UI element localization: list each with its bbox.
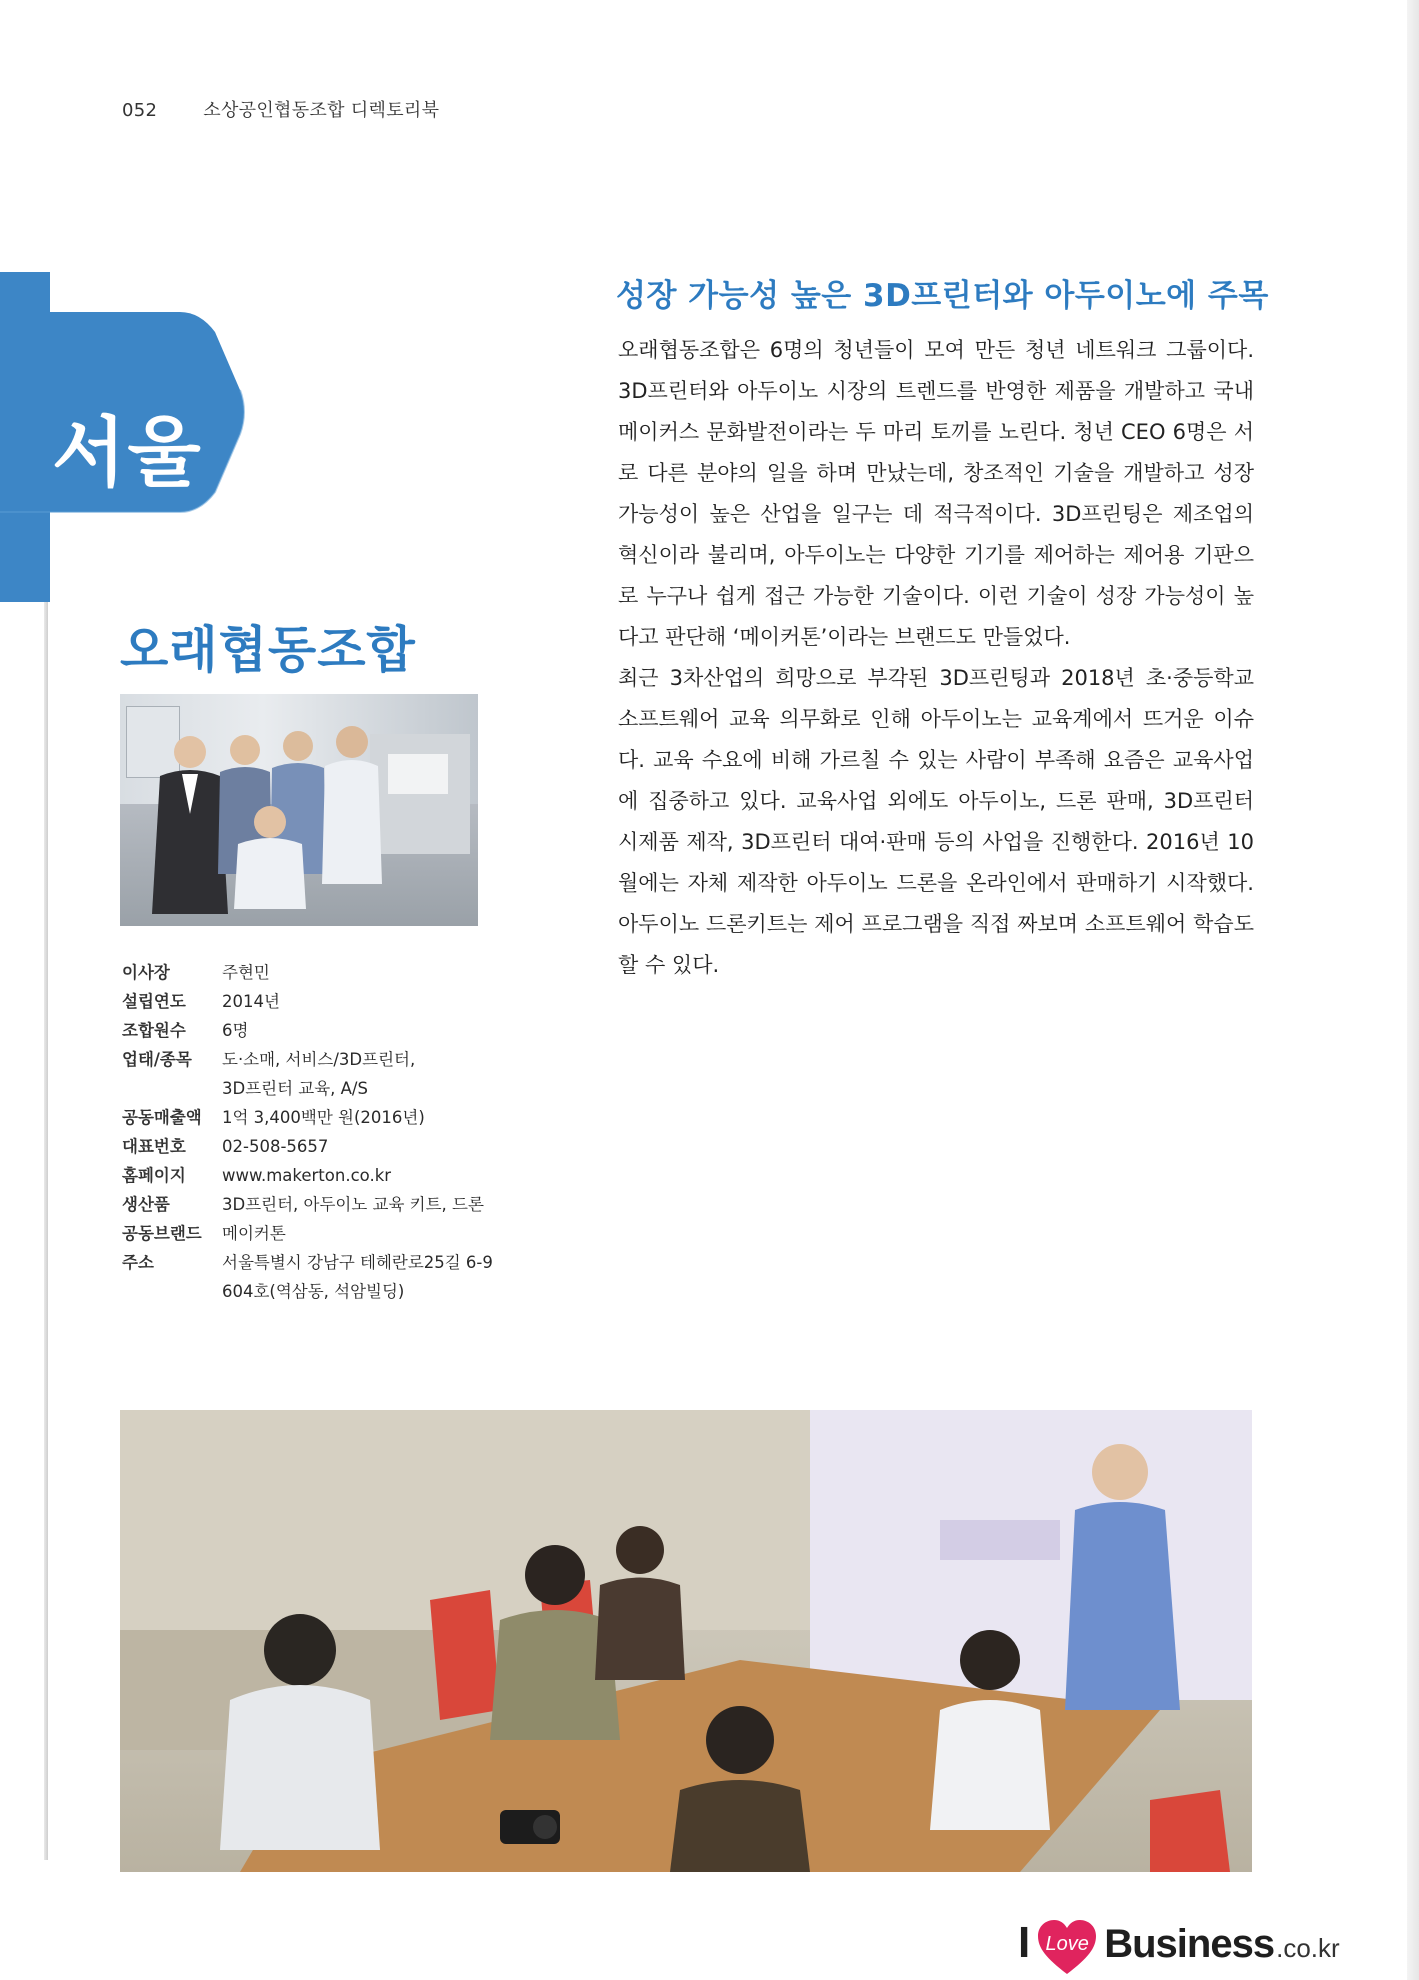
info-value: [222, 1190, 522, 1219]
info-value-line: 3D프린터 교육, A/S: [222, 1079, 368, 1098]
info-value-line: 2014년: [222, 992, 280, 1011]
info-value-line: 서울특별시 강남구 테헤란로25길 6-9: [222, 1253, 493, 1272]
info-label: 생산품: [122, 1195, 170, 1214]
article-body: [618, 330, 1254, 986]
info-row: [122, 1103, 522, 1132]
info-label: 공동브랜드: [122, 1224, 202, 1243]
logo-i: I: [1018, 1918, 1031, 1967]
info-value: [222, 1219, 522, 1248]
team-photo: [120, 694, 478, 926]
info-label: 대표번호: [122, 1137, 186, 1156]
info-value: [222, 1248, 522, 1306]
info-value-line: 1억 3,400백만 원(2016년): [222, 1108, 425, 1127]
info-row: [122, 1132, 522, 1161]
info-value-line: www.makerton.co.kr: [222, 1166, 392, 1185]
info-value-line: 메이커톤: [222, 1224, 286, 1243]
info-row: [122, 1219, 522, 1248]
info-value: [222, 1103, 522, 1132]
page-number: 052: [122, 100, 158, 121]
binding-edge: [44, 600, 48, 1860]
article-paragraph: 오래협동조합은 6명의 청년들이 모여 만든 청년 네트워크 그룹이다. 3D프린터와 아두이노 시장의 트렌드를 반영한 제품을 개발하고 국내 메이커스 문화발전이라는 두 마리 토끼를 노린다. 청년 CEO 6명은 서로 다른 분야의 일을 하며 만났는데, 창조적인 기술을 개발하고 성장 가능성이 높은 산업을 일구는 데 적극적이다. 3D프린팅은 제조업의 혁신이라 불리며, 아두이노는 다양한 기기를 제어하는 제어용 기판으로 누구나 쉽게 접근 가능한 기술이다. 이런 기술이 성장 가능성이 높다고 판단해 ‘메이커톤’이라는 브랜드도 만들었다.: [618, 338, 1254, 649]
footer-logo: [1018, 1918, 1340, 1976]
heart-icon: [1036, 1918, 1098, 1976]
info-row: [122, 1161, 522, 1190]
info-value-line: 02-508-5657: [222, 1137, 329, 1156]
info-row: [122, 1045, 522, 1103]
logo-domain: .co.kr: [1276, 1933, 1340, 1963]
info-label: 홈페이지: [122, 1166, 186, 1185]
info-value: [222, 1045, 522, 1103]
info-row: [122, 987, 522, 1016]
info-value-line: 604호(역삼동, 석암빌딩): [222, 1282, 405, 1301]
info-value-line: 주현민: [222, 963, 270, 982]
info-value: [222, 1016, 522, 1045]
info-label: 주소: [122, 1253, 154, 1272]
article-paragraph: 최근 3차산업의 희망으로 부각된 3D프린팅과 2018년 초·중등학교 소프트웨어 교육 의무화로 인해 아두이노는 교육계에서 뜨거운 이슈다. 교육 수요에 비해 가르칠 수 있는 사람이 부족해 요즘은 교육사업에 집중하고 있다. 교육사업 외에도 아두이노, 드론 판매, 3D프린터 시제품 제작, 3D프린터 대여·판매 등의 사업을 진행한다. 2016년 10월에는 자체 제작한 아두이노 드론을 온라인에서 판매하기 시작했다. 아두이노 드론키트는 제어 프로그램을 직접 짜보며 소프트웨어 학습도 할 수 있다.: [618, 666, 1254, 977]
info-value-line: 3D프린터, 아두이노 교육 키트, 드론: [222, 1195, 484, 1214]
info-value-line: 6명: [222, 1021, 249, 1040]
info-label: 조합원수: [122, 1021, 186, 1040]
page-edge-shadow: [1407, 0, 1419, 1980]
info-value: [222, 987, 522, 1016]
info-value: [222, 958, 522, 987]
info-label: 설립연도: [122, 992, 186, 1011]
info-value-line: 도·소매, 서비스/3D프린터,: [222, 1050, 416, 1069]
page-header: [122, 96, 439, 122]
info-row: [122, 1016, 522, 1045]
info-label: 업태/종목: [122, 1050, 192, 1069]
info-label: 이사장: [122, 963, 170, 982]
info-row: [122, 958, 522, 987]
info-row: [122, 1248, 522, 1306]
organization-info: [122, 958, 522, 1306]
logo-business: Business: [1104, 1922, 1275, 1966]
publication-title: 소상공인협동조합 디렉토리북: [203, 100, 440, 121]
article-title: 성장 가능성 높은 3D프린터와 아두이노에 주목: [616, 278, 1269, 314]
info-value: [222, 1132, 522, 1161]
info-row: [122, 1190, 522, 1219]
organization-name: 오래협동조합: [120, 621, 416, 679]
region-label: 서울: [52, 408, 203, 497]
info-label: 공동매출액: [122, 1108, 202, 1127]
meeting-photo: [120, 1410, 1252, 1872]
logo-love: Love: [1045, 1933, 1089, 1955]
info-value: [222, 1161, 522, 1190]
